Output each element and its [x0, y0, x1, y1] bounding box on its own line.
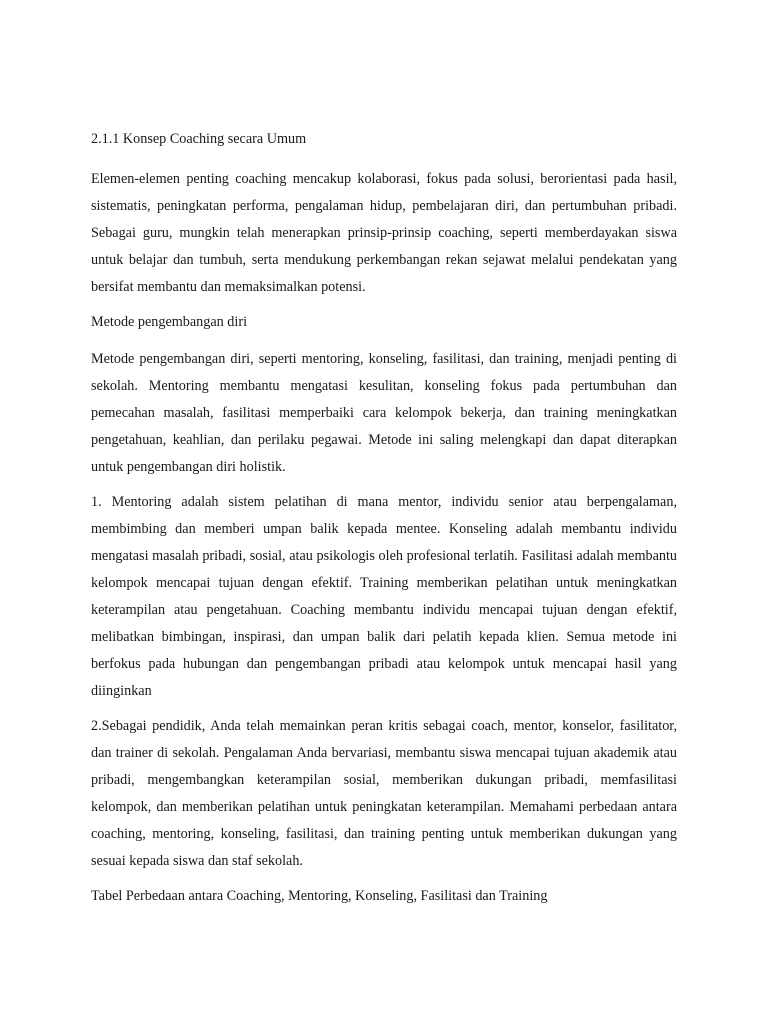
paragraph-self-development-methods: Metode pengembangan diri, seperti mentoring, konseling, fasilitasi, dan training, menjadi penting di sekolah. Mentoring membantu mengatasi kesulitan, konseling fokus pada pertumbuhan dan pemecahan masalah, fasilitasi memperbaiki cara kelompok bekerja, dan training meningkatkan pengetahuan, keahlian, dan perilaku pegawai. Metode ini saling melengkapi dan dapat diterapkan untuk pengembangan diri holistik.: [91, 351, 677, 475]
paragraph-educator-roles: 2.Sebagai pendidik, Anda telah memainkan peran kritis sebagai coach, mentor, konselor, fasilitator, dan trainer di sekolah. Pengalaman Anda bervariasi, membantu siswa mencapai tujuan akademik atau pribadi, mengembangkan keterampilan sosial, memberikan dukungan pribadi, memfasilitasi kelompok, dan memberikan pelatihan untuk peningkatan keterampilan. Memahami perbedaan antara coaching, mentoring, konseling, fasilitasi, dan training penting untuk memberikan dukungan yang sesuai kepada siswa dan staf sekolah.: [91, 718, 677, 869]
paragraph-coaching-elements: Elemen-elemen penting coaching mencakup kolaborasi, fokus pada solusi, berorientasi pada hasil, sistematis, peningkatan performa, pengalaman hidup, pembelajaran diri, dan pertumbuhan pribadi. Sebagai guru, mungkin telah menerapkan prinsip-prinsip coaching, seperti memberdayakan siswa untuk belajar dan tumbuh, serta mendukung perkembangan rekan sejawat melalui pendekatan yang bersifat membantu dan memaksimalkan potensi.: [91, 171, 677, 295]
table-caption: Tabel Perbedaan antara Coaching, Mentoring, Konseling, Fasilitasi dan Training: [91, 888, 548, 904]
subheading-self-development: Metode pengembangan diri: [91, 314, 248, 330]
document-page: [91, 128, 677, 910]
paragraph-method-definitions: 1. Mentoring adalah sistem pelatihan di mana mentor, individu senior atau berpengalaman, membimbing dan memberi umpan balik kepada mentee. Konseling adalah membantu individu mengatasi masalah pribadi, sosial, atau psikologis oleh profesional terlatih. Fasilitasi adalah membantu kelompok mencapai tujuan dengan efektif. Training memberikan pelatihan untuk meningkatkan keterampilan atau pengetahuan. Coaching membantu individu mencapai tujuan dengan efektif, melibatkan bimbingan, inspirasi, dan umpan balik dari pelatih kepada klien. Semua metode ini berfokus pada hubungan dan pengembangan pribadi atau kelompok untuk mencapai hasil yang diinginkan: [91, 494, 677, 699]
section-title: 2.1.1 Konsep Coaching secara Umum: [91, 131, 307, 147]
